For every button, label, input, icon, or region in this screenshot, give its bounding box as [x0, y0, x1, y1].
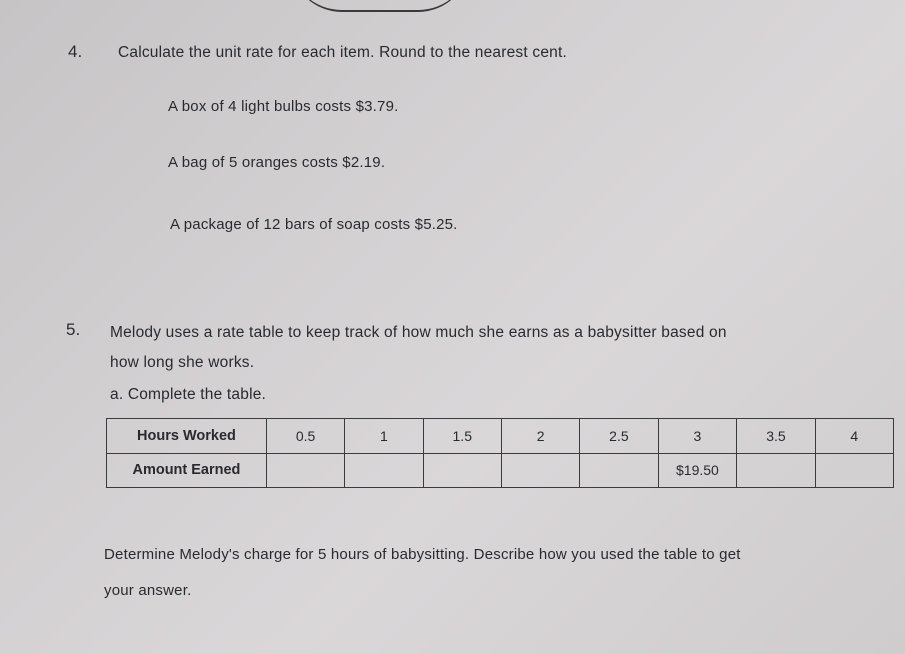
- table-row-hours: [107, 419, 894, 454]
- question-5-prompt-line-1: Melody uses a rate table to keep track of how much she earns as a babysitter based on: [110, 324, 727, 341]
- question-4-item-3: A package of 12 bars of soap costs $5.25.: [170, 216, 458, 233]
- hours-cell: 3: [658, 419, 737, 454]
- amount-cell: $19.50: [658, 453, 737, 488]
- question-4-prompt: Calculate the unit rate for each item. Round to the nearest cent.: [118, 44, 567, 61]
- amount-cell[interactable]: [815, 453, 893, 488]
- question-5-prompt-line-2: how long she works.: [110, 354, 255, 371]
- question-5-followup-line-1: Determine Melody's charge for 5 hours of babysitting. Describe how you used the table to get: [104, 546, 741, 563]
- rate-table: [106, 418, 894, 488]
- amount-cell[interactable]: [266, 453, 344, 488]
- hours-cell: 4: [815, 419, 893, 454]
- amount-cell[interactable]: [737, 453, 815, 488]
- hours-worked-header: Hours Worked: [107, 419, 267, 454]
- amount-cell[interactable]: [580, 453, 658, 488]
- hours-cell: 0.5: [266, 419, 344, 454]
- hours-cell: 1.5: [423, 419, 501, 454]
- hours-cell: 2: [501, 419, 579, 454]
- hours-cell: 2.5: [580, 419, 658, 454]
- question-5-followup-line-2: your answer.: [104, 582, 192, 599]
- amount-cell[interactable]: [501, 453, 579, 488]
- question-5-part-a: a. Complete the table.: [110, 386, 267, 403]
- question-4-item-1: A box of 4 light bulbs costs $3.79.: [168, 98, 399, 115]
- pen-mark: [290, 0, 470, 12]
- hours-cell: 3.5: [737, 419, 815, 454]
- amount-cell[interactable]: [423, 453, 501, 488]
- question-4-number: 4.: [68, 42, 83, 61]
- question-4-item-2: A bag of 5 oranges costs $2.19.: [168, 154, 386, 171]
- amount-cell[interactable]: [345, 453, 423, 488]
- table-row-amounts: [107, 453, 894, 488]
- question-5-number: 5.: [66, 320, 81, 339]
- hours-cell: 1: [345, 419, 423, 454]
- amount-earned-header: Amount Earned: [107, 453, 267, 488]
